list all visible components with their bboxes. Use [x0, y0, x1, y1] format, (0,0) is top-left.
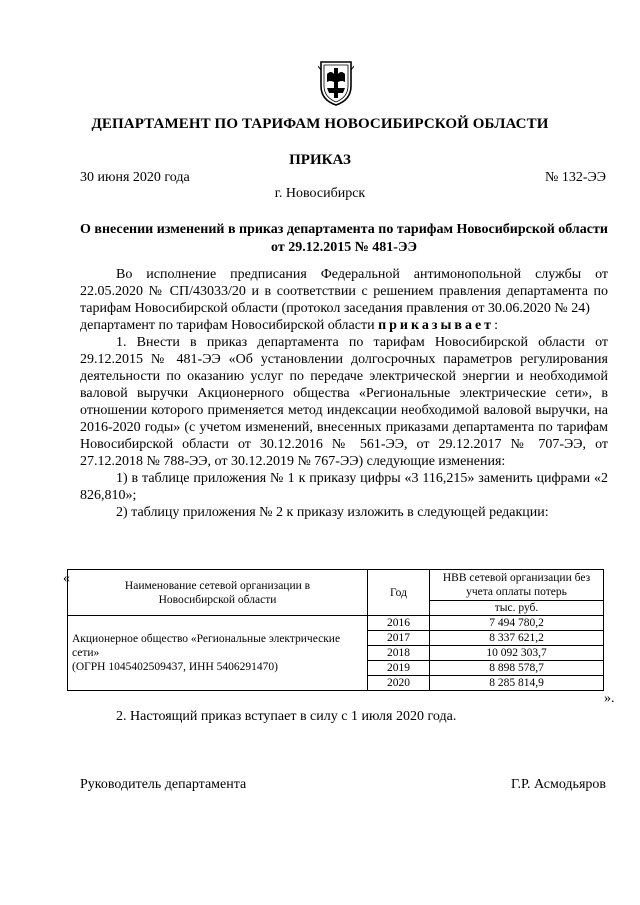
order-body: [80, 266, 608, 521]
year-cell: 2017: [368, 631, 430, 646]
order-date: 30 июня 2020 года: [80, 170, 190, 185]
value-cell: 8 898 578,7: [430, 661, 604, 676]
document-type: ПРИКАЗ: [289, 152, 351, 168]
item-1-paragraph: 1. Внести в приказ департамента по тарифам Новосибирской области от 29.12.2015 № 481-ЭЭ «Об установлении долгосрочных параметров регулирования деятельности по оказанию услуг по передаче электрической энергии и необходимой валовой выручки Акционерного общества «Региональные электрические сети», в отношении которого применяется метод индексации необходимой валовой выручки, на 2016-2020 годы» (с учетом изменений, внесенных приказами департамента по тарифам Новосибирской области от 30.12.2016 № 561-ЭЭ, от 29.12.2017 № 707-ЭЭ, от 27.12.2018 № 788-ЭЭ, от 30.12.2019 № 767-ЭЭ) следующие изменения:: [80, 335, 608, 469]
value-cell: 7 494 780,2: [430, 616, 604, 631]
value-cell: 8 285 814,9: [430, 676, 604, 691]
year-cell: 2016: [368, 616, 430, 631]
order-number: № 132-ЭЭ: [544, 170, 606, 185]
decree-word: приказывает: [378, 318, 495, 333]
quote-open: «: [63, 571, 70, 586]
signatory-name: Г.Р. Асмодьяров: [510, 777, 606, 792]
header-nvv: НВВ сетевой организации без учета оплаты потерь: [430, 570, 604, 601]
order-title: О внесении изменений в приказ департамента по тарифам Новосибирской области от 29.12.2015 № 481-ЭЭ: [80, 222, 608, 255]
subitem-1-paragraph: 1) в таблице приложения № 1 к приказу цифры «3 116,215» заменить цифрами «2 826,810»;: [80, 471, 608, 503]
year-cell: 2020: [368, 676, 430, 691]
decree-lead: департамент по тарифам Новосибирской области: [80, 318, 375, 333]
org-name: Акционерное общество «Региональные электрические сети»: [72, 633, 341, 659]
coat-of-arms-icon: [318, 60, 354, 106]
header-unit: тыс. руб.: [430, 601, 604, 616]
year-cell: 2019: [368, 661, 430, 676]
decree-line: [80, 317, 608, 334]
item-2-paragraph: 2. Настоящий приказ вступает в силу с 1 июля 2020 года.: [116, 709, 457, 724]
value-cell: 10 092 303,7: [430, 646, 604, 661]
preamble-paragraph: Во исполнение предписания Федеральной антимонопольной службы от 22.05.2020 № СП/43033/20 и в соответствии с решением правления департамента по тарифам Новосибирской области (протокол заседания правления от 30.06.2020 № 24): [80, 267, 608, 316]
decree-colon: :: [494, 318, 498, 333]
nvv-table: [67, 569, 604, 691]
org-cell: [68, 616, 368, 691]
subitem-2-paragraph: 2) таблицу приложения № 2 к приказу изложить в следующей редакции:: [116, 505, 549, 520]
city: г. Новосибирск: [274, 186, 366, 201]
department-heading: ДЕПАРТАМЕНТ ПО ТАРИФАМ НОВОСИБИРСКОЙ ОБЛАСТИ: [91, 116, 549, 132]
table-row: [68, 616, 604, 631]
quote-close: ».: [604, 691, 615, 706]
header-org: Наименование сетевой организации в Новосибирской области: [68, 570, 368, 616]
header-year: Год: [368, 570, 430, 616]
signatory-position: Руководитель департамента: [80, 777, 247, 792]
year-cell: 2018: [368, 646, 430, 661]
org-ids: (ОГРН 1045402509437, ИНН 5406291470): [72, 661, 278, 673]
value-cell: 8 337 621,2: [430, 631, 604, 646]
table-header-row: [68, 570, 604, 601]
